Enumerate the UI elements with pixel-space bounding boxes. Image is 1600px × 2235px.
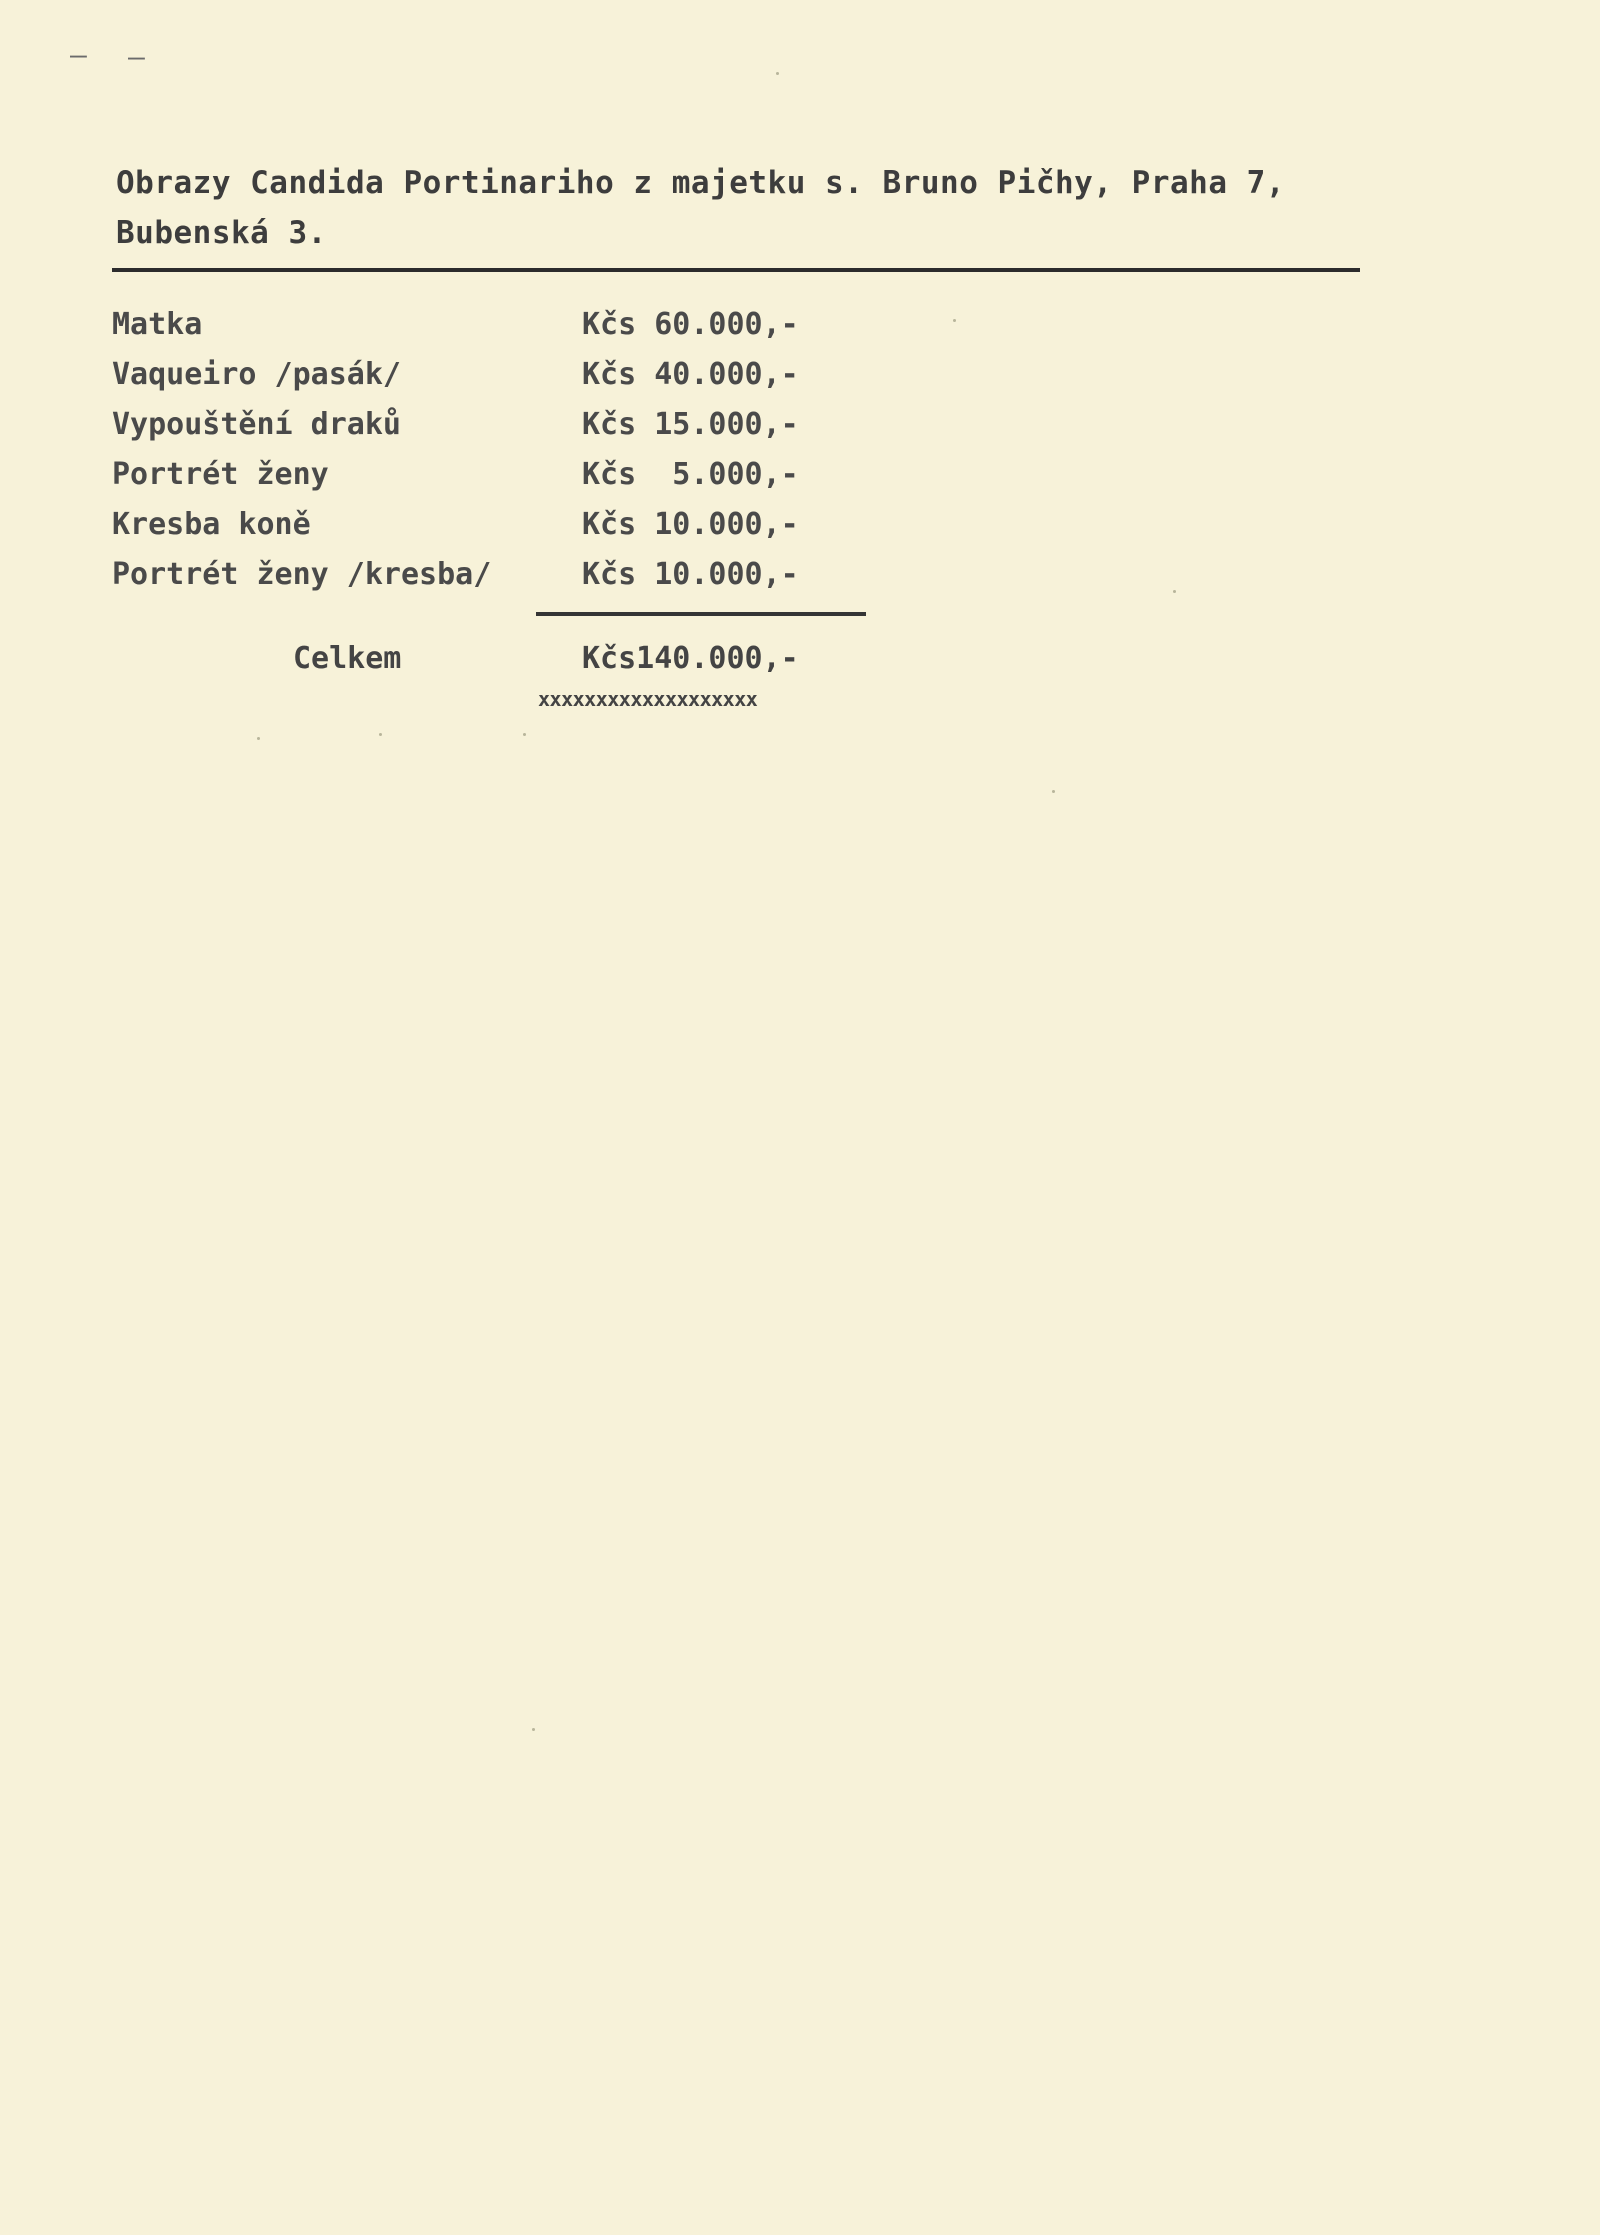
paper-speck xyxy=(257,737,260,740)
item-name: Vypouštění draků xyxy=(112,407,401,442)
item-amount: Kčs 15.000,- xyxy=(582,407,799,442)
total-label: Celkem xyxy=(293,641,402,676)
item-name: Matka xyxy=(112,307,203,342)
item-amount: Kčs 10.000,- xyxy=(582,507,799,542)
list-item xyxy=(112,300,1012,350)
list-item xyxy=(112,500,1012,550)
item-name: Kresba koně xyxy=(112,507,311,542)
paper-speck xyxy=(953,319,956,322)
item-list xyxy=(112,300,1012,600)
pencil-mark: – xyxy=(70,38,87,71)
item-amount: Kčs 10.000,- xyxy=(582,557,799,592)
item-amount: Kčs 40.000,- xyxy=(582,357,799,392)
total-underline: xxxxxxxxxxxxxxxxxxx xyxy=(538,687,758,711)
item-name: Vaqueiro /pasák/ xyxy=(112,357,401,392)
list-item xyxy=(112,450,1012,500)
total-amount: Kčs140.000,- xyxy=(582,641,799,676)
list-item xyxy=(112,350,1012,400)
paper-speck xyxy=(379,733,382,736)
item-name: Portrét ženy xyxy=(112,457,329,492)
paper-speck xyxy=(532,1728,535,1731)
paper-speck xyxy=(776,72,779,75)
item-amount: Kčs 60.000,- xyxy=(582,307,799,342)
subtotal-rule xyxy=(536,612,866,616)
paper-speck xyxy=(1052,790,1055,793)
pencil-mark: – xyxy=(128,40,145,73)
list-item xyxy=(112,400,1012,450)
list-item xyxy=(112,550,1012,600)
item-name: Portrét ženy /kresba/ xyxy=(112,557,492,592)
title-underline xyxy=(112,268,1360,272)
item-amount: Kčs 5.000,- xyxy=(582,457,799,492)
paper-speck xyxy=(1173,590,1176,593)
document-title: Obrazy Candida Portinariho z majetku s. Bruno Pičhy, Praha 7, Bubenská 3. xyxy=(116,165,1305,251)
paper-speck xyxy=(523,733,526,736)
